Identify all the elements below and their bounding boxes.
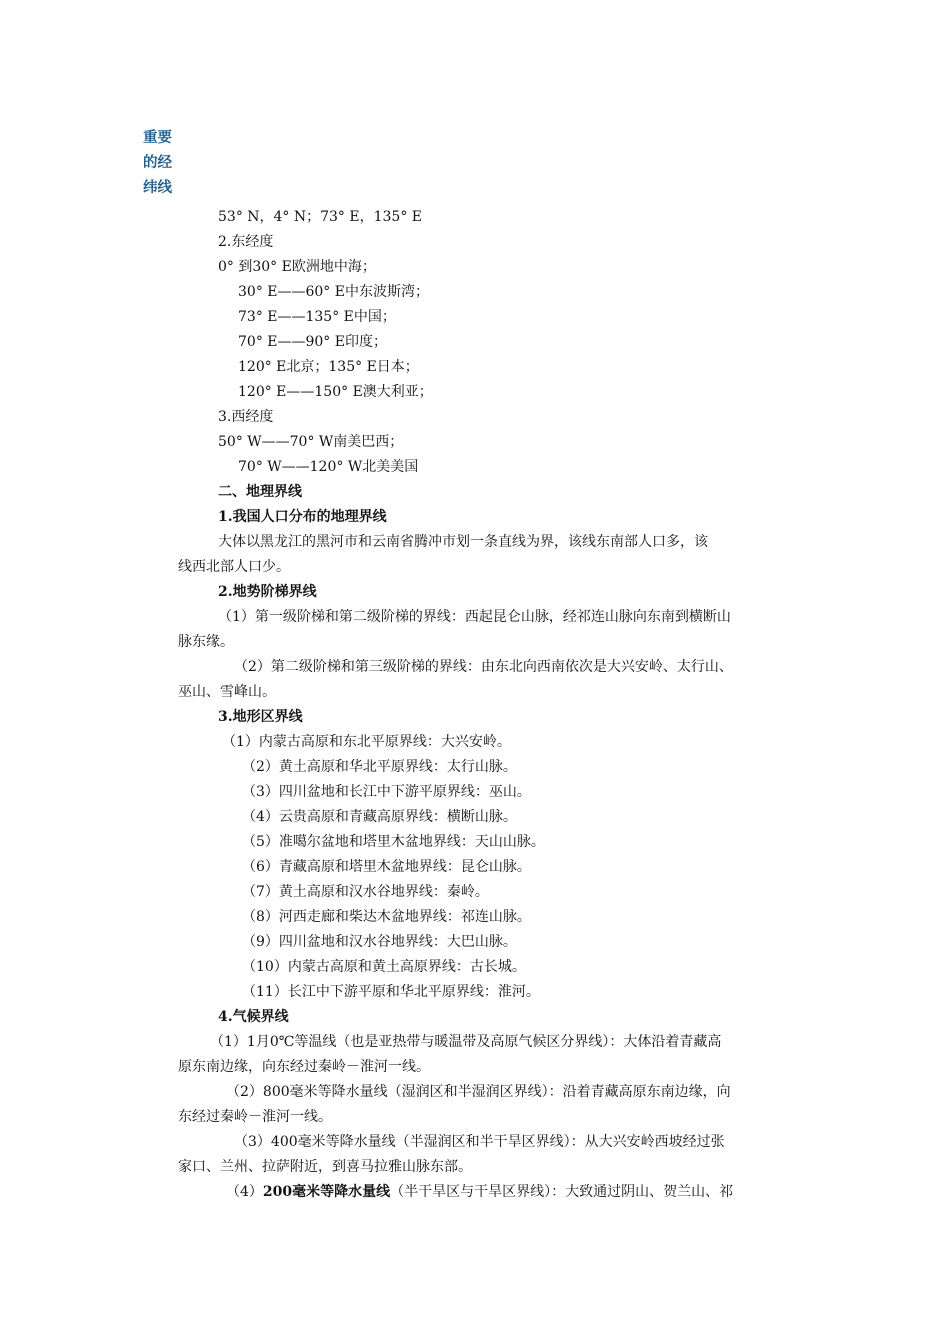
paragraph-line: 脉东缘。 [178, 634, 234, 650]
longitude-item: 0° 到30° E欧洲地中海； [218, 259, 376, 275]
subsection-heading: 4.气候界线 [218, 1009, 289, 1025]
longitude-item: 120° E——150° E澳大利亚； [238, 384, 433, 400]
longitude-item: 30° E——60° E中东波斯湾； [238, 284, 429, 300]
paragraph-line: （3）400毫米等降水量线（半湿润区和半干旱区界线）：从大兴安岭西坡经过张 [234, 1134, 725, 1150]
subsection-heading: 1.我国人口分布的地理界线 [218, 509, 387, 525]
paragraph-line: （2）第二级阶梯和第三级阶梯的界线：由东北向西南依次是大兴安岭、太行山、 [234, 659, 733, 675]
list-item: （7）黄土高原和汉水谷地界线：秦岭。 [242, 884, 489, 900]
subsection-heading: 3.地形区界线 [218, 709, 303, 725]
list-item: （10）内蒙古高原和黄土高原界线：古长城。 [242, 959, 526, 975]
longitude-item: 70° E——90° E印度； [238, 334, 387, 350]
list-item: （1）内蒙古高原和东北平原界线：大兴安岭。 [222, 734, 511, 750]
list-item: （3）四川盆地和长江中下游平原界线：巫山。 [242, 784, 531, 800]
paragraph-line: （1）1月0℃等温线（也是亚热带与暖温带及高原气候区分界线）：大体沿着青藏高 [210, 1034, 722, 1050]
paragraph-line: （1）第一级阶梯和第二级阶梯的界线：西起昆仑山脉，经祁连山脉向东南到横断山 [218, 609, 731, 625]
list-number: （4） [226, 1184, 263, 1200]
list-item: （4）云贵高原和青藏高原界线：横断山脉。 [242, 809, 517, 825]
list-item: （11）长江中下游平原和华北平原界线：淮河。 [242, 984, 540, 1000]
list-item: （5）准噶尔盆地和塔里木盆地界线：天山山脉。 [242, 834, 545, 850]
list-item: （9）四川盆地和汉水谷地界线：大巴山脉。 [242, 934, 517, 950]
side-heading-line-3: 纬线 [143, 180, 172, 196]
longitude-item: 70° W——120° W北美美国 [238, 459, 419, 475]
subsection-heading: 2.地势阶梯界线 [218, 584, 317, 600]
coordinates-line: 53° N，4° N；73° E，135° E [218, 209, 422, 225]
longitude-item: 120° E北京；135° E日本； [238, 359, 419, 375]
side-heading-line-1: 重要 [143, 130, 172, 146]
paragraph-line: 大体以黑龙江的黑河市和云南省腾冲市划一条直线为界，该线东南部人口多，该 [218, 534, 708, 550]
paragraph-line: 家口、兰州、拉萨附近，到喜马拉雅山脉东部。 [178, 1159, 472, 1175]
side-heading-line-2: 的经 [143, 155, 172, 171]
highlighted-term: 200毫米等降水量线 [262, 1184, 391, 1200]
section-heading: 二、地理界线 [218, 484, 302, 500]
list-item: （8）河西走廊和柴达木盆地界线：祁连山脉。 [242, 909, 531, 925]
east-longitude-heading: 2.东经度 [218, 234, 274, 250]
paragraph-line: 东经过秦岭－淮河一线。 [178, 1109, 332, 1125]
list-item: （6）青藏高原和塔里木盆地界线：昆仑山脉。 [242, 859, 531, 875]
section-side-heading [143, 126, 183, 201]
list-item: （2）黄土高原和华北平原界线：太行山脉。 [242, 759, 517, 775]
paragraph-line: 巫山、雪峰山。 [178, 684, 276, 700]
longitude-item: 50° W——70° W南美巴西； [218, 434, 404, 450]
paragraph-line: 原东南边缘，向东经过秦岭－淮河一线。 [178, 1059, 430, 1075]
paragraph-text: （半干旱区与干旱区界线）：大致通过阴山、贺兰山、祁 [390, 1184, 734, 1200]
paragraph-line: 线西北部人口少。 [178, 559, 290, 575]
west-longitude-heading: 3.西经度 [218, 409, 274, 425]
paragraph-line: （2）800毫米等降水量线（湿润区和半湿润区界线）：沿着青藏高原东南边缘，向 [226, 1084, 731, 1100]
paragraph-line [226, 1182, 733, 1202]
longitude-item: 73° E——135° E中国； [238, 309, 396, 325]
